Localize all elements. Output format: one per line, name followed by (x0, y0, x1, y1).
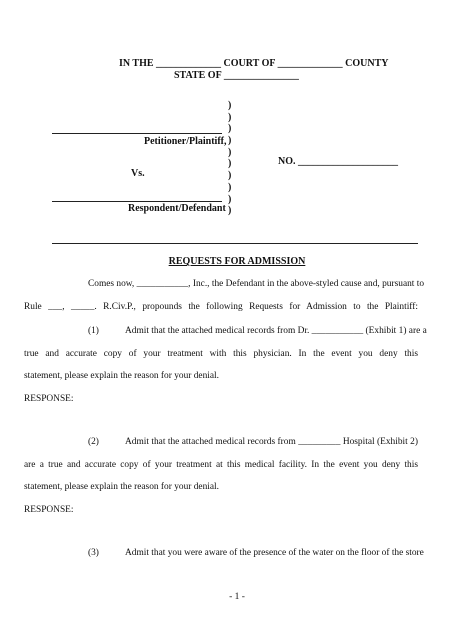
court-line: IN THE _____________ COURT OF _____________ COUNTY (119, 58, 389, 69)
request-2-number: (2) (88, 437, 99, 447)
petitioner-line (52, 133, 222, 134)
state-line: STATE OF _______________ (174, 70, 299, 81)
caption-divider (52, 243, 418, 244)
vs-label: Vs. (131, 168, 145, 179)
intro-line-1: Comes now, ___________, Inc., the Defendant in the above-styled cause and, pursuant to (88, 279, 425, 289)
request-3-line-1: Admit that you were aware of the presence of the water on the floor of the store (125, 548, 424, 558)
request-3-number: (3) (88, 548, 99, 558)
request-1-number: (1) (88, 326, 99, 336)
request-2-line-3: statement, please explain the reason for your denial. (24, 482, 219, 492)
respondent-line (52, 201, 222, 202)
response-label-2: RESPONSE: (24, 505, 74, 515)
petitioner-label: Petitioner/Plaintiff, (144, 136, 227, 147)
request-1-line-3: statement, please explain the reason for your denial. (24, 371, 219, 381)
case-number: NO. ____________________ (278, 156, 398, 167)
request-2-line-2: are a true and accurate copy of your treatment at this medical facility. In the event you deny this (24, 460, 418, 470)
request-1-line-1: Admit that the attached medical records from Dr. ___________ (Exhibit 1) are a (125, 326, 427, 336)
intro-line-2: Rule ___, _____. R.Civ.P., propounds the following Requests for Admission to the Plaintiff: (24, 302, 418, 312)
document-title: REQUESTS FOR ADMISSION (168, 256, 306, 267)
request-1-line-2: true and accurate copy of your treatment with this physician. In the event you deny this (24, 349, 418, 359)
page-number: - 1 - (229, 592, 245, 602)
request-2-line-1: Admit that the attached medical records from _________ Hospital (Exhibit 2) (125, 437, 418, 447)
caption-parens: ) ) ) ) ) ) ) ) ) ) (228, 100, 232, 217)
response-label-1: RESPONSE: (24, 394, 74, 404)
respondent-label: Respondent/Defendant (128, 203, 226, 214)
